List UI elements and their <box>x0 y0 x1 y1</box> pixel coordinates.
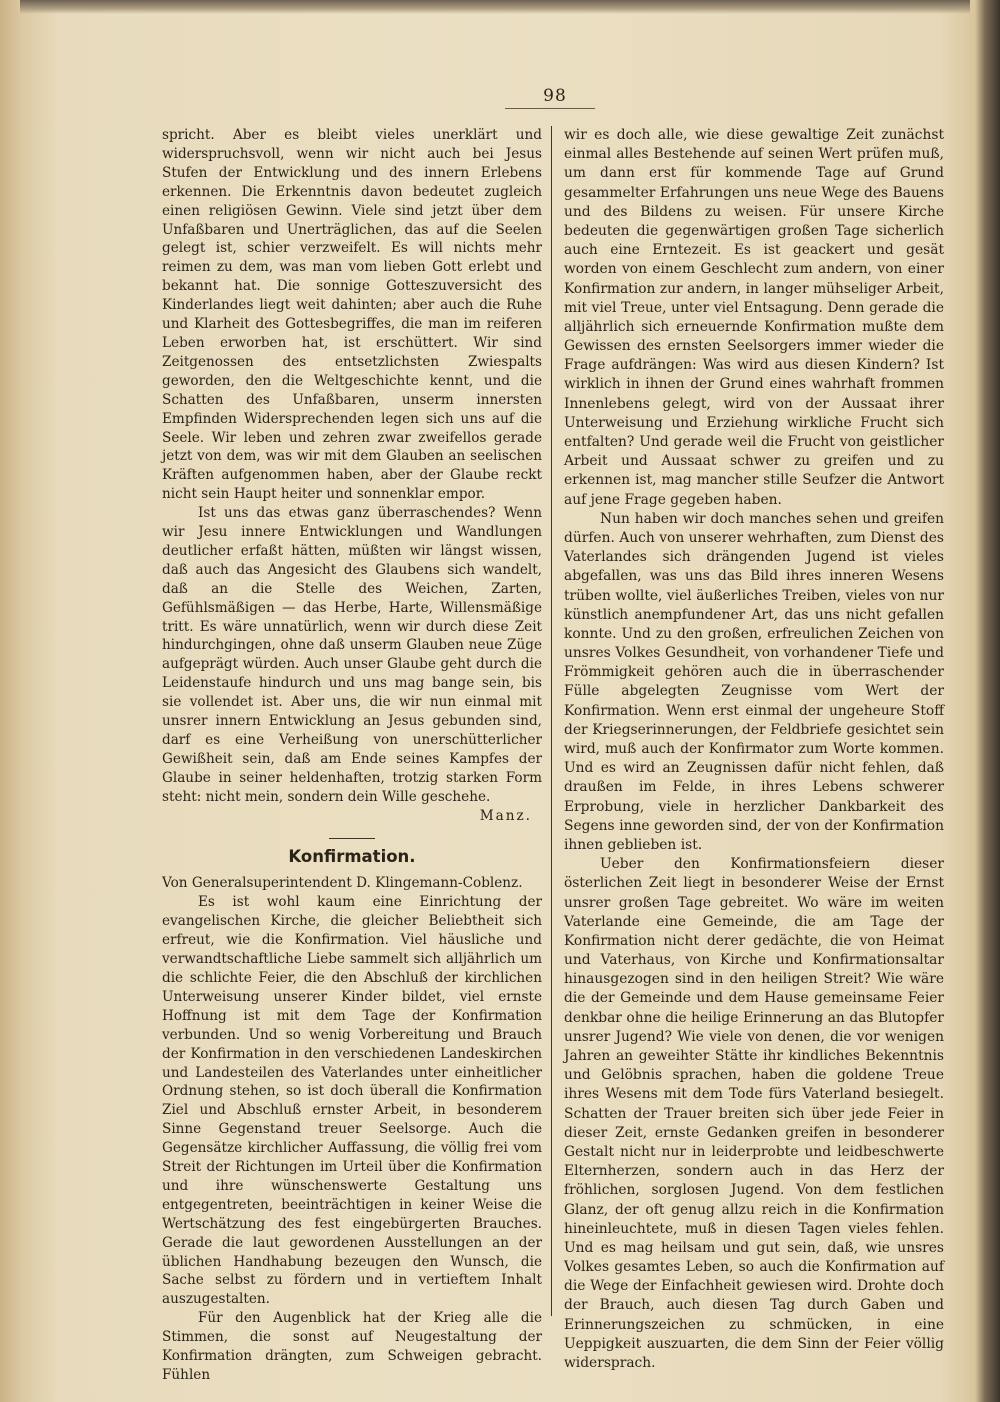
paragraph: Für den Augenblick hat der Krieg alle die Stimmen, die sonst auf Neugestaltung der Konfirmation drängten, zum Schweigen gebracht. Fühlen <box>162 1310 542 1383</box>
paragraph: Nun haben wir doch manches sehen und greifen dürfen. Auch von unserer wehrhaften, zum Dienst des Vaterlandes sich drängenden Jugend ist vieles abgefallen, was uns das Bild ihres inneren Wesens trüben wollte, viel äußerliches Treiben, vieles von nur künstlich anempfundener Art, das uns nicht gefallen konnte. Und zu den großen, erfreulichen Zeichen von unsres Volkes Gesundheit, von vorhandener Tiefe und Frömmigkeit gehören auch die in überraschender Fülle abgelegten Zeugnisse vom Wert der Konfirmation. Wenn erst einmal der ungeheure Stoff der Kriegserinnerungen, der Feldbriefe gesichtet sein wird, muß auch der Konfirmator zum Worte kommen. Und es wird an Zeugnissen dafür nicht fehlen, daß draußen im Felde, in ihres Lebens schwerer Erprobung, viele in herzlicher Dankbarkeit des Segens inne geworden sind, der von der Konfirmation ihnen geblieben ist. <box>564 510 944 853</box>
paragraph: wir es doch alle, wie diese gewaltige Zeit zunächst einmal alles Bestehende auf seinen Wert prüfen muß, um dann erst für kommende Tage auf Grund gesammelter Erfahrungen uns neue Wege des Bauens und des Bildens zu weisen. Für unsere Kirche bedeuten die gegenwärtigen großen Tage sicherlich auch eine Erntezeit. Es ist geackert und gesät worden von einem Geschlecht zum andern, von einer Konfirmation zur andern, in langer mühseliger Arbeit, mit viel Treue, unter viel Entsagung. Denn gerade die alljährlich sich erneuernde Konfirmation mußte dem Gewissen des ernsten Seelsorgers immer wieder die Frage aufdrängen: Was wird aus diesen Kindern? Ist wirklich in ihnen der Grund eines wahrhaft frommen Innenlebens gelegt, wird von der Aussaat ihrer Unterweisung und Erziehung wirkliche Frucht sich entfalten? Und gerade weil die Frucht von geistlicher Arbeit und Aussaat schwer zu greifen und zu erkennen ist, mag mancher stille Seufzer die Antwort auf jene Frage gegeben haben. <box>564 127 944 508</box>
page-number-rule <box>505 108 595 109</box>
paragraph: Ueber den Konfirmationsfeiern dieser österlichen Zeit liegt in besonderer Weise der Ernst unsrer großen Tage gebreitet. Wo wäre im weiten Vaterlande eine Gemeinde, die am Tage der Konfirmation nicht derer gedächte, die von Heimat und Vaterhaus, von Kirche und Konfirmationsaltar hinausgezogen sind in den heiligen Streit? Wie wäre die der Gemeinde und dem Hause gemeinsame Feier denkbar ohne die heilige Erinnerung an das Blutopfer unsrer Jugend? Wie viele von denen, die vor wenigen Jahren an geweihter Stätte ihr kindliches Bekenntnis und Gelöbnis sprachen, haben die goldene Treue ihres Wesens mit dem Tode fürs Vaterland besiegelt. Schatten der Trauer breiten sich über jede Feier in dieser Zeit, ernste Gedanken greifen in besonderer Gestalt nicht nur in leiderprobte und leidbeschwerte Elternherzen, sondern auch in das Herz der fröhlichen, sorglosen Jugend. Von dem festlichen Glanz, der oft genug allzu reich in die Konfirmation hineinleuchtete, muß in diesen Tagen vieles fehlen. Und es mag heilsam und gut sein, daß, wie unsres Volkes gesamtes Leben, so auch die Konfirmation auf die Wege der Einfachheit gewiesen wird. Drohte doch der Brauch, auch diesen Tag durch Gaben und Erinnerungszeichen zu schmücken, in eine Ueppigkeit auszuarten, die dem Sinn der Feier völlig widersprach. <box>564 856 944 1371</box>
paragraph: Ist uns das etwas ganz überraschendes? Wenn wir Jesu innere Entwicklungen und Wandlungen deutlicher erfaßt hätten, müßten wir längst wissen, daß auch das Angesicht des Glaubens sich wandelt, daß an die Stelle des Weichen, Zarten, Gefühlsmäßigen — das Herbe, Harte, Willensmäßige tritt. Es wäre unnatürlich, wenn wir durch diese Zeit hindurchgingen, ohne daß unserm Glauben neue Züge aufgeprägt würden. Auch unser Glaube geht durch die Leidenstaufe hindurch und uns mag bange sein, bis sie vollendet ist. Aber uns, die wir nun einmal mit unsrer innern Entwicklung an Jesus gebunden sind, darf es eine Verheißung von unerschütterlicher Gewißheit sein, daß am Ende seines Kampfes der Glaube in seiner heldenhaften, trotzig starken Form steht: nicht mein, sondern dein Wille geschehe. <box>162 505 542 805</box>
paragraph: Es ist wohl kaum eine Einrichtung der evangelischen Kirche, die gleicher Beliebtheit sich erfreut, wie die Konfirmation. Viel häusliche und verwandtschaftliche Liebe sammelt sich alljährlich um die schlichte Feier, die den Abschluß der kirchlichen Unterweisung unserer Kinder bildet, viel ernste Hoffnung ist mit dem Tage der Konfirmation verbunden. Und so wenig Vorbereitung und Brauch der Konfirmation in den verschiedenen Landeskirchen und Landesteilen des Vaterlandes unter einheitlicher Ordnung stehen, so ist doch überall die Konfirmation Ziel und Abschluß ernster Arbeit, in besonderem Sinne Gegenstand treuer Seelsorge. Auch die Gegensätze kirchlicher Auffassung, die völlig frei vom Streit der Richtungen im Urteil über die Konfirmation und ihre wünschenswerte Gestaltung uns entgegentreten, beeinträchtigen in keiner Weise die Wertschätzung des fest eingebürgerten Brauches. Gerade die laut gewordenen Ausstellungen an der üblichen Handhabung bezeugen den Wunsch, die Sache selbst zu fördern und in vertieftem Inhalt auszugestalten. <box>162 894 542 1308</box>
article-byline: Von Generalsuperintendent D. Klingemann-Coblenz. <box>162 875 523 892</box>
left-column <box>162 126 542 1385</box>
page-number: 98 <box>543 86 567 106</box>
author-signature: Manz. <box>479 807 532 824</box>
page-top-edge <box>20 0 970 14</box>
column-divider <box>551 126 552 1316</box>
right-column <box>564 126 944 1373</box>
article-title: Konfirmation. <box>288 846 416 866</box>
paragraph: spricht. Aber es bleibt vieles unerklärt und widerspruchsvoll, wenn wir nicht auch bei Jesus Stufen der Entwicklung und des innern Erlebens erkennen. Die Erkenntnis davon bedeutet zugleich einen religiösen Gewinn. Viele sind jetzt über dem Unfaßbaren und Unerträglichen, das auf die Seelen gelegt ist, schier verzweifelt. Es will nichts mehr reimen zu dem, was man vom lieben Gott erlebt und bekannt hat. Die sonnige Gotteszuversicht des Kinderlandes liegt weit dahinten; aber auch die Ruhe und Klarheit des Gottesbegriffes, die man im reiferen Leben erworben hat, ist erschüttert. Wir sind Zeitgenossen des entsetzlichsten Zwiespalts geworden, den die Weltgeschichte kennt, und die Schatten des Unfaßbaren, unserm innersten Empfinden Widersprechenden legen sich uns auf die Seele. Wir leben und zehren zwar zweifellos gerade jetzt von dem, was wir mit dem Glauben an seelischen Kräften aufgenommen haben, aber der Glaube reckt nicht sein Haupt heiter und sonnenklar empor. <box>162 127 542 503</box>
section-divider <box>329 838 375 839</box>
